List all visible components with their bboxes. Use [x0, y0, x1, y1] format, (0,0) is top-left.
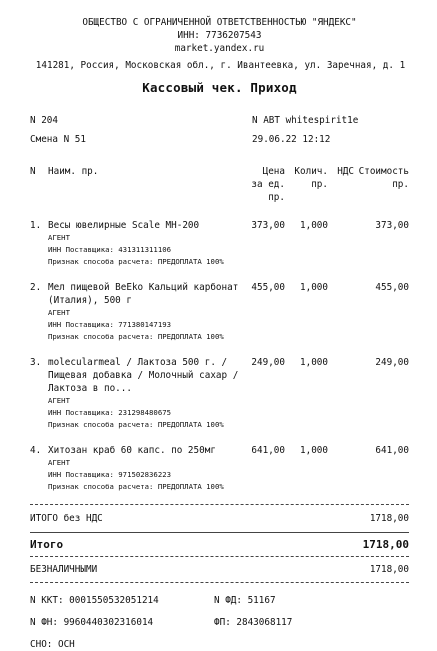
item-number: 3. [30, 357, 42, 368]
cashless-value: 1718,00 [369, 564, 409, 575]
org-site: market.yandex.ru [174, 43, 265, 54]
receipt-number: N 204 [30, 115, 58, 126]
item-details [48, 281, 247, 343]
item-sum: 373,00 [375, 220, 409, 231]
item-row [30, 444, 409, 493]
col-price [247, 165, 285, 204]
col-qty [285, 165, 328, 204]
footer-row-2 [30, 616, 409, 629]
item-qty: 1,000 [300, 282, 328, 293]
item-supplier-inn: ИНН Поставщика: 971502836223 [48, 470, 172, 479]
avt-number: N АВТ whitespirit1e [252, 115, 359, 126]
item-sum: 641,00 [375, 445, 409, 456]
footer-row-3 [30, 638, 409, 651]
item-name-line: (Италия), 500 г [48, 295, 132, 306]
item-vat [328, 281, 354, 343]
item-qty: 1,000 [300, 445, 328, 456]
item-details [48, 219, 247, 268]
col-sum [354, 165, 409, 204]
col-n: N [30, 166, 36, 177]
item-row [30, 219, 409, 268]
item-name-line: Пищевая добавка / Молочный сахар / [48, 370, 239, 381]
item-supplier-inn: ИНН Поставщика: 231298480675 [48, 408, 172, 417]
item-name-line: Лактоза в по... [48, 383, 132, 394]
fn-number: N ФН: 9960440302316014 [30, 617, 154, 628]
grand-total-label: Итого [30, 538, 64, 551]
item-qty: 1,000 [300, 357, 328, 368]
item-sum: 249,00 [375, 357, 409, 368]
shift-number: Смена N 51 [30, 134, 86, 145]
item-price: 373,00 [251, 220, 285, 231]
fd-number: N ФД: 51167 [214, 595, 276, 606]
grand-total-row [30, 537, 409, 553]
item-row [30, 356, 409, 431]
item-name-line: Мел пищевой BeEko Кальций карбонат [48, 282, 239, 293]
item-vat [328, 444, 354, 493]
item-payment-type: Признак способа расчета: ПРЕДОПЛАТА 100% [48, 420, 224, 429]
item-sum: 455,00 [375, 282, 409, 293]
total-no-vat-row [30, 512, 409, 525]
col-qty-line: пр. [311, 179, 328, 190]
item-payment-type: Признак способа расчета: ПРЕДОПЛАТА 100% [48, 332, 224, 341]
item-qty: 1,000 [300, 220, 328, 231]
item-name-line: Весы ювелирные Scale MH-200 [48, 220, 200, 231]
total-no-vat-value: 1718,00 [369, 513, 409, 524]
item-supplier-inn: ИНН Поставщика: 431311311106 [48, 245, 172, 254]
org-inn: ИНН: 7736207543 [177, 30, 262, 41]
cashless-row [30, 563, 409, 576]
item-details [48, 444, 247, 493]
item-agent: АГЕНТ [48, 308, 70, 317]
item-payment-type: Признак способа расчета: ПРЕДОПЛАТА 100% [48, 257, 224, 266]
sno: СНО: ОСН [30, 639, 75, 650]
item-vat [328, 356, 354, 431]
col-sum-line: Стоимость [358, 166, 409, 177]
receipt-header [30, 16, 409, 72]
meta-row-2 [30, 133, 409, 146]
item-row [30, 281, 409, 343]
item-name-line: molecularmeal / Лактоза 500 г. / [48, 357, 228, 368]
item-price: 455,00 [251, 282, 285, 293]
item-agent: АГЕНТ [48, 233, 70, 242]
item-price: 641,00 [251, 445, 285, 456]
item-number: 4. [30, 445, 42, 456]
item-agent: АГЕНТ [48, 396, 70, 405]
item-supplier-inn: ИНН Поставщика: 771380147193 [48, 320, 172, 329]
total-no-vat-label: ИТОГО без НДС [30, 513, 103, 524]
col-name: Наим. пр. [48, 166, 99, 177]
item-number: 2. [30, 282, 42, 293]
divider [30, 556, 409, 557]
column-headers [30, 165, 409, 204]
item-price: 249,00 [251, 357, 285, 368]
org-name: ОБЩЕСТВО С ОГРАНИЧЕННОЙ ОТВЕТСТВЕННОСТЬЮ "ЯНДЕКС" [82, 17, 357, 28]
item-payment-type: Признак способа расчета: ПРЕДОПЛАТА 100% [48, 482, 224, 491]
divider [30, 582, 409, 583]
kkt-number: N ККТ: 0001550532051214 [30, 595, 159, 606]
receipt-title: Кассовый чек. Приход [142, 80, 297, 95]
col-price-line: за ед. [251, 179, 285, 190]
col-vat: НДС [337, 166, 354, 177]
divider [30, 532, 409, 533]
fp-number: ФП: 2843068117 [214, 617, 293, 628]
col-price-line: пр. [268, 192, 285, 203]
org-address: 141281, Россия, Московская обл., г. Ивантеевка, ул. Заречная, д. 1 [35, 60, 406, 71]
item-number: 1. [30, 220, 42, 231]
item-vat [328, 219, 354, 268]
divider [30, 504, 409, 505]
grand-total-value: 1718,00 [362, 538, 409, 551]
footer-row-1 [30, 594, 409, 607]
meta-row-1 [30, 114, 409, 127]
receipt-datetime: 29.06.22 12:12 [252, 134, 331, 145]
cashless-label: БЕЗНАЛИЧНЫМИ [30, 564, 98, 575]
item-name-line: Хитозан краб 60 капс. по 250мг [48, 445, 216, 456]
item-agent: АГЕНТ [48, 458, 70, 467]
item-details [48, 356, 247, 431]
col-qty-line: Колич. [294, 166, 328, 177]
col-sum-line: пр. [392, 179, 409, 190]
col-price-line: Цена [262, 166, 285, 177]
